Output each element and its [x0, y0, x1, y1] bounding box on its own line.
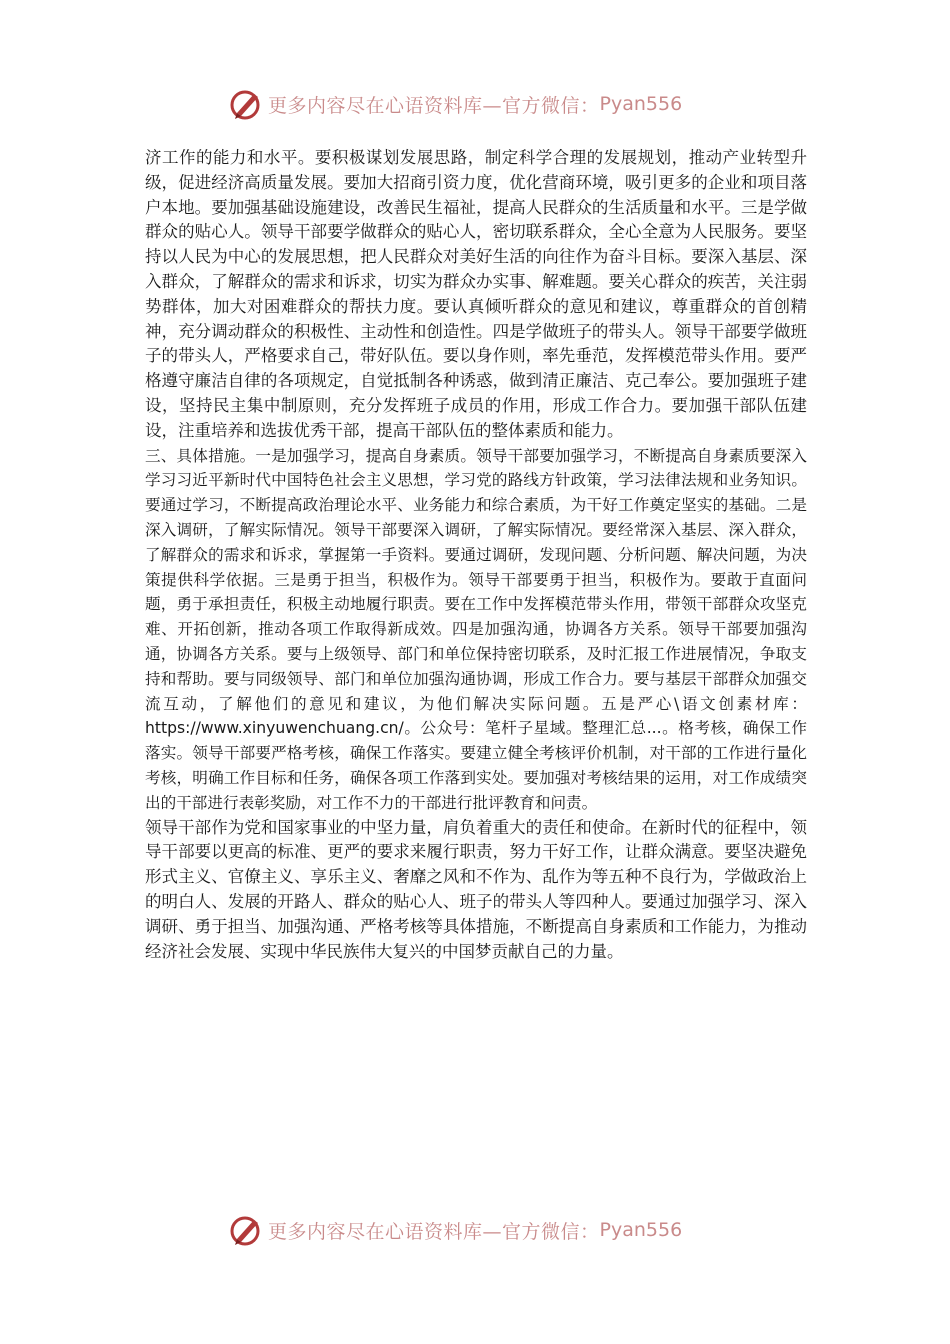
paragraph-1: 济工作的能力和水平。要积极谋划发展思路，制定科学合理的发展规划，推动产业转型升级，促进经济高质量发展。要加大招商引资力度，优化营商环境，吸引更多的企业和项目落户本地。要加强基础设施建设，改善民生福祉，提高人民群众的生活质量和水平。三是学做群众的贴心人。领导干部要学做群众的贴心人，密切联系群众，全心全意为人民服务。要坚持以人民为中心的发展思想，把人民群众对美好生活的向往作为奋斗目标。要深入基层、深入群众，了解群众的需求和诉求，切实为群众办实事、解难题。要关心群众的疾苦，关注弱势群体，加大对困难群众的帮扶力度。要认真倾听群众的意见和建议，尊重群众的首创精神，充分调动群众的积极性、主动性和创造性。四是学做班子的带头人。领导干部要学做班子的带头人，严格要求自己，带好队伍。要以身作则，率先垂范，发挥模范带头作用。要严格遵守廉洁自律的各项规定，自觉抵制各种诱惑，做到清正廉洁、克己奉公。要加强班子建设，坚持民主集中制原则，充分发挥班子成员的作用，形成工作合力。要加强干部队伍建设，注重培养和选拔优秀干部，提高干部队伍的整体素质和能力。	[145, 148, 807, 440]
pen-logo-icon	[228, 1212, 264, 1248]
document-body	[145, 146, 807, 964]
pen-logo-icon	[228, 86, 264, 122]
paragraph-2: 三、具体措施。一是加强学习，提高自身素质。领导干部要加强学习，不断提高自身素质要深入学习习近平新时代中国特色社会主义思想，学习党的路线方针政策，学习法律法规和业务知识。要通过学习，不断提高政治理论水平、业务能力和综合素质，为干好工作奠定坚实的基础。二是深入调研，了解实际情况。领导干部要深入调研，了解实际情况。要经常深入基层、深入群众，了解群众的需求和诉求，掌握第一手资料。要通过调研，发现问题、分析问题、解决问题，为决策提供科学依据。三是勇于担当，积极作为。领导干部要勇于担当，积极作为。要敢于直面问题，勇于承担责任，积极主动地履行职责。要在工作中发挥模范带头作用，带领干部群众攻坚克难、开拓创新，推动各项工作取得新成效。四是加强沟通，协调各方关系。领导干部要加强沟通，协调各方关系。要与上级领导、部门和单位保持密切联系，及时汇报工作进展情况，争取支持和帮助。要与同级领导、部门和单位加强沟通协调，形成工作合力。要与基层干部群众加强交流互动，了解他们的意见和建议，为他们解决实际问题。五是严心\语文创素材库：https://www.xinyuwenchuang.cn/。公众号：笔杆子星域。整理汇总...。格考核，确保工作落实。领导干部要严格考核，确保工作落实。要建立健全考核评价机制，对干部的工作进行量化考核，明确工作目标和任务，确保各项工作落到实处。要加强对考核结果的运用，对工作成绩突出的干部进行表彰奖励，对工作不力的干部进行批评教育和问责。	[145, 446, 807, 812]
footer-banner	[228, 1210, 728, 1250]
banner-text: 更多内容尽在心语资料库—官方微信：	[268, 94, 600, 117]
banner-text: 更多内容尽在心语资料库—官方微信：	[268, 1220, 600, 1243]
paragraph-3: 领导干部作为党和国家事业的中坚力量，肩负着重大的责任和使命。在新时代的征程中，领导干部要以更高的标准、更严的要求来履行职责，努力干好工作，让群众满意。要坚决避免形式主义、官僚主义、享乐主义、奢靡之风和不作为、乱作为等五种不良行为，学做政治上的明白人、发展的开路人、群众的贴心人、班子的带头人等四种人。要通过加强学习、深入调研、勇于担当、加强沟通、严格考核等具体措施，不断提高自身素质和工作能力，为推动经济社会发展、实现中华民族伟大复兴的中国梦贡献自己的力量。	[145, 817, 807, 961]
banner-wechat-id: Pyan556	[599, 93, 683, 115]
header-banner	[228, 84, 728, 124]
banner-wechat-id: Pyan556	[599, 1219, 683, 1241]
